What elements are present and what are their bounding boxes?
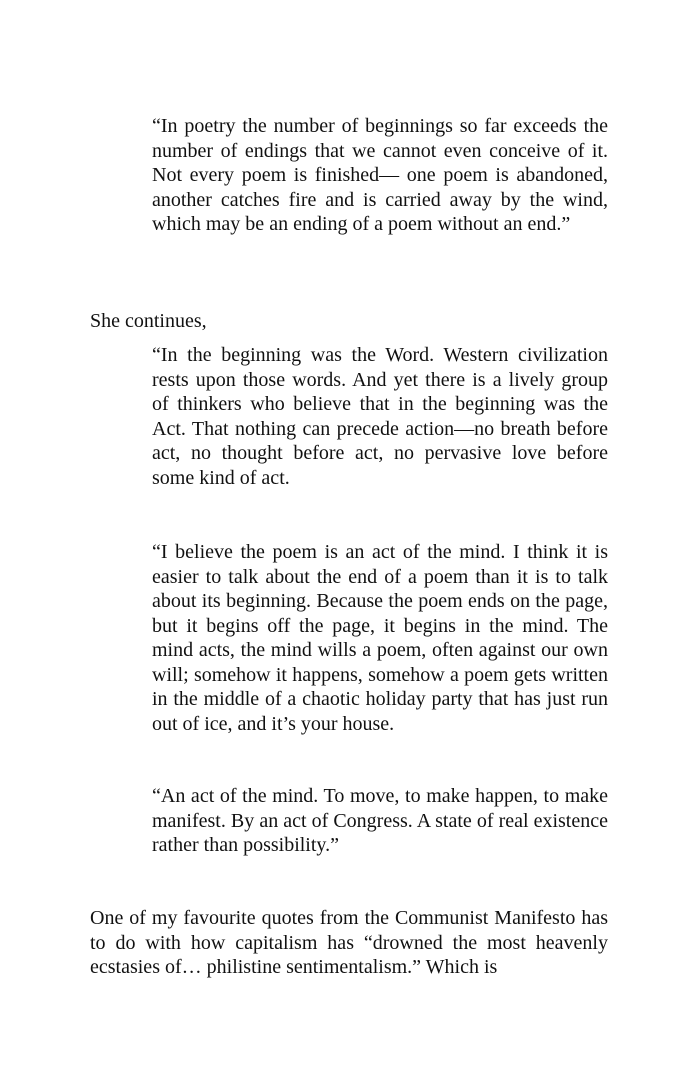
paragraph-she-continues: She continues, [90, 310, 207, 332]
block-quote-act-definition: “An act of the mind. To move, to make happen, to make manifest. By an act of Congress. A state of real existence rather than possibility.” [152, 785, 608, 856]
block-quote-poetry-beginnings: “In poetry the number of beginnings so far exceeds the number of endings that we cannot even conceive of it. Not every poem is finished— one poem is abandoned, another catches fire and is carried away by the wind, which may be an ending of a poem without an end.” [152, 115, 608, 235]
block-quote-act-of-mind: “I believe the poem is an act of the mind. I think it is easier to talk about the end of a poem than it is to talk about its beginning. Because the poem ends on the page, but it begins off the page, it begins in the mind. The mind acts, the mind wills a poem, often against our own will; somehow it happens, somehow a poem gets written in the middle of a chaotic holiday party that has just run out of ice, and it’s your house. [152, 541, 608, 735]
block-quote-beginning-was-word: “In the beginning was the Word. Western civilization rests upon those words. And yet there is a lively group of thinkers who believe that in the beginning was the Act. That nothing can precede action—no breath before act, no thought before act, no pervasive love before some kind of act. [152, 344, 608, 489]
paragraph-communist-manifesto: One of my favourite quotes from the Communist Manifesto has to do with how capitalism has “drowned the most heavenly ecstasies of… philistine sentimentalism.” Which is [90, 907, 608, 978]
